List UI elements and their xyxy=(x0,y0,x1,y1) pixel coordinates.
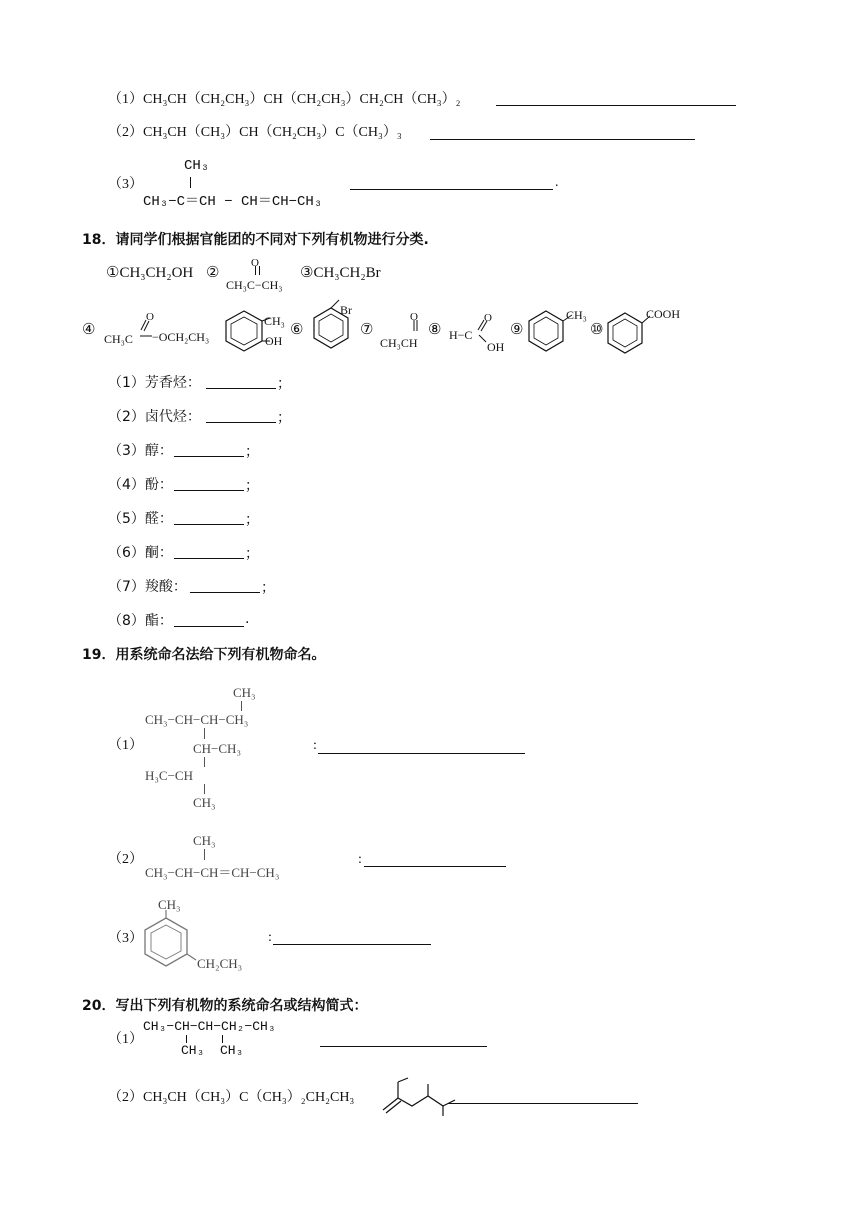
q19-1-line-3: CH−CH₃ xyxy=(193,741,241,756)
colon: : xyxy=(268,930,272,945)
semicolon: ； xyxy=(245,444,259,460)
answer-blank[interactable] xyxy=(174,558,244,559)
bond-line xyxy=(222,1035,223,1043)
q19-1-line-2: CH₃−CH−CH−CH₃ xyxy=(145,712,249,727)
semicolon: ； xyxy=(245,512,259,528)
ketone-oxygen: O xyxy=(251,257,259,269)
compound-2-num: ② xyxy=(206,265,220,281)
compound-4-num: ④ xyxy=(82,322,96,338)
semicolon: ； xyxy=(277,376,291,392)
compound-10-num: ⑩ xyxy=(590,322,604,338)
answer-blank[interactable] xyxy=(320,1046,487,1047)
q19-1-line-4: H₃C−CH xyxy=(145,768,193,783)
compound-7-aldehyde: CH₃CH xyxy=(380,336,418,350)
compound-2-ketone: CH₃C−CH₃ xyxy=(226,278,283,292)
q18-item-8: （8）酯： xyxy=(108,613,173,629)
q17-item-3-main: CH₃−C＝CH − CH＝CH−CH₃ xyxy=(143,194,323,210)
answer-blank[interactable] xyxy=(318,753,525,754)
bond-line xyxy=(186,1035,187,1043)
compound-9-num: ⑨ xyxy=(510,322,524,338)
q19-2-top-methyl: CH₃ xyxy=(193,833,216,848)
compound-4-ester-right: −OCH₂CH₃ xyxy=(152,330,210,344)
semicolon: ； xyxy=(277,410,291,426)
q18-item-4: （4）酚： xyxy=(108,477,173,493)
compound-1: ①CH₃CH₂OH xyxy=(106,265,194,281)
answer-blank[interactable] xyxy=(174,490,244,491)
q20-item-1-num: （1） xyxy=(108,1032,143,1047)
semicolon: ； xyxy=(245,546,259,562)
answer-blank[interactable] xyxy=(448,1103,638,1104)
formic-oh: OH xyxy=(487,340,505,354)
q19-item-1-num: （1） xyxy=(108,738,143,753)
bond-line xyxy=(204,728,205,739)
q18-item-2: （2）卤代烃： xyxy=(108,409,201,425)
compound-6-num: ⑥ xyxy=(290,322,304,338)
answer-blank[interactable] xyxy=(174,626,244,627)
q17-formula-1: CH₃CH（CH₂CH₃）CH（CH₂CH₃）CH₂CH（CH₃）₂ xyxy=(143,92,461,107)
compound-8-num: ⑧ xyxy=(428,322,442,338)
bond-line xyxy=(204,757,205,767)
q18-item-5: （5）醛： xyxy=(108,511,173,527)
q19-2-main: CH₃−CH−CH＝CH−CH₃ xyxy=(145,865,280,880)
answer-blank[interactable] xyxy=(190,592,260,593)
toluene-methyl: CH₃ xyxy=(566,308,587,322)
ester-oxygen: O xyxy=(146,311,154,323)
q18-title: 18．请同学们根据官能团的不同对下列有机物进行分类. xyxy=(82,232,429,248)
formic-oxygen: O xyxy=(484,312,492,324)
bond-line xyxy=(204,849,205,860)
q20-formula-2: CH₃CH（CH₃）C（CH₃）₂CH₂CH₃ xyxy=(143,1090,355,1105)
cresol-methyl: CH₃ xyxy=(264,314,285,328)
q19-1-line-5: CH₃ xyxy=(193,795,216,810)
colon: : xyxy=(313,738,317,753)
q17-item-3-top-methyl: CH₃ xyxy=(184,158,210,174)
q17-item-2: （2）CH₃CH（CH₃）CH（CH₂CH₃）C（CH₃）₃ xyxy=(108,125,402,140)
answer-blank[interactable] xyxy=(174,456,244,457)
compound-7-num: ⑦ xyxy=(360,322,374,338)
q17-item-1: （1）CH₃CH（CH₂CH₃）CH（CH₂CH₃）CH₂CH（CH₃）₂ xyxy=(108,92,461,107)
answer-blank[interactable] xyxy=(364,866,506,867)
q20-item-2: （2）CH₃CH（CH₃）C（CH₃）₂CH₂CH₃ xyxy=(108,1090,355,1105)
q19-3-ethyl: CH₂CH₃ xyxy=(197,956,243,971)
q18-item-6: （6）酮： xyxy=(108,545,173,561)
q19-title: 19．用系统命名法给下列有机物命名。 xyxy=(82,647,326,663)
q17-formula-2: CH₃CH（CH₃）CH（CH₂CH₃）C（CH₃）₃ xyxy=(143,125,402,140)
carboxyl-label: COOH xyxy=(646,307,681,321)
compound-4-ester-left: CH₃C xyxy=(104,332,133,346)
q17-item-3-num: （3） xyxy=(108,177,143,192)
q20-1-main: CH₃−CH−CH−CH₂−CH₃ xyxy=(143,1019,276,1034)
period: . xyxy=(245,611,250,627)
q20-title: 20．写出下列有机物的系统命名或结构简式： xyxy=(82,998,368,1014)
semicolon: ； xyxy=(245,478,259,494)
semicolon: ； xyxy=(261,580,275,596)
answer-blank[interactable] xyxy=(174,524,244,525)
colon: : xyxy=(358,852,362,867)
answer-blank[interactable] xyxy=(206,388,276,389)
formic-h: H−C xyxy=(449,328,473,342)
q19-3-methyl: CH₃ xyxy=(158,897,181,912)
q19-item-2-num: （2） xyxy=(108,852,143,867)
q19-item-3-num: （3） xyxy=(108,931,143,946)
q18-item-7: （7）羧酸： xyxy=(108,579,187,595)
answer-blank[interactable] xyxy=(273,944,431,945)
bromo-label: Br xyxy=(340,303,352,317)
bond-line xyxy=(204,784,205,794)
aldehyde-oxygen: O xyxy=(410,311,418,323)
period: . xyxy=(555,175,559,190)
q19-1-line-1: CH₃ xyxy=(233,685,256,700)
cresol-hydroxyl: OH xyxy=(265,334,283,348)
q20-1-substituents: CH₃ CH₃ xyxy=(181,1043,244,1058)
answer-blank[interactable] xyxy=(206,422,276,423)
compound-3: ③CH₃CH₂Br xyxy=(300,265,381,281)
bond-line xyxy=(241,701,242,711)
q18-item-3: （3）醇： xyxy=(108,443,173,459)
q18-item-1: （1）芳香烃： xyxy=(108,375,201,391)
